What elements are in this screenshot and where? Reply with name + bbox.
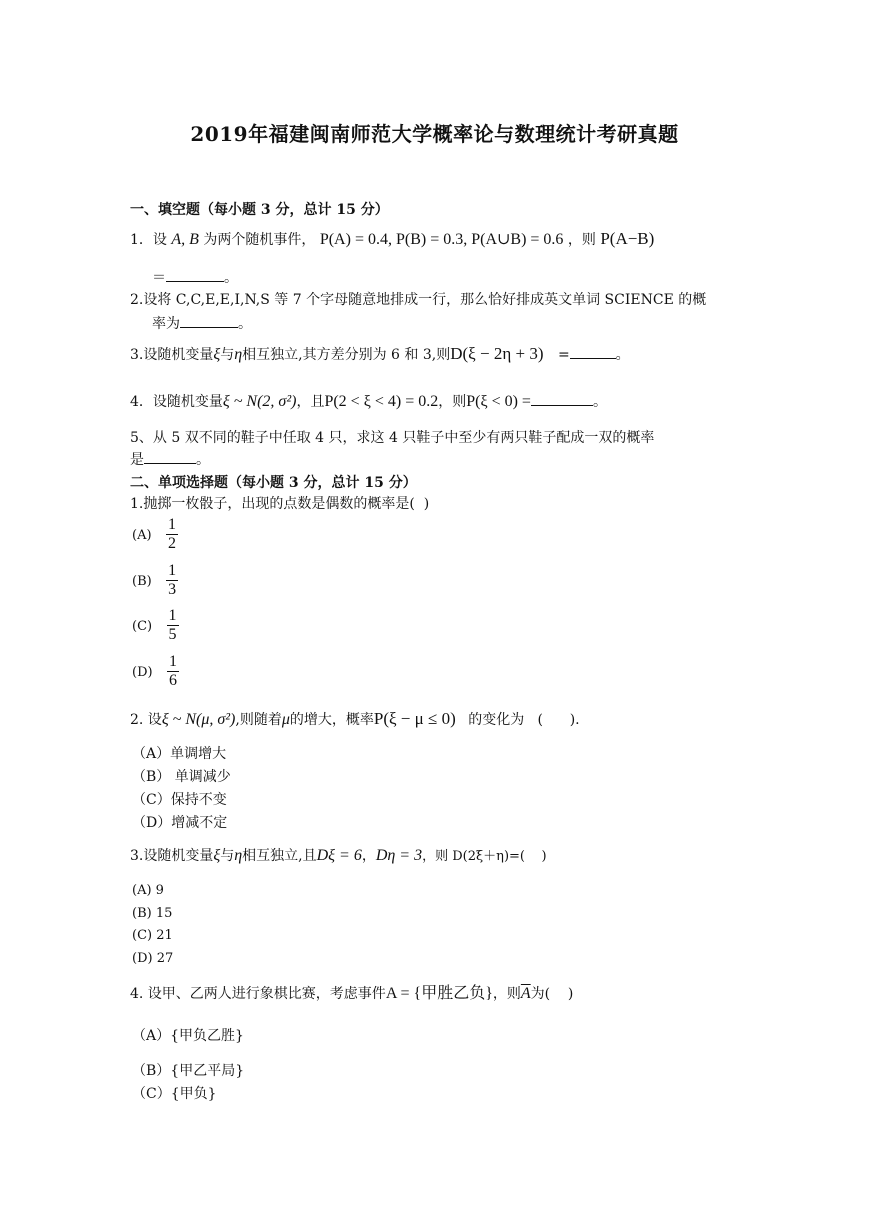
q5-pre: 是: [130, 452, 144, 468]
option-a: [132, 516, 178, 553]
q2-pre: 率为: [152, 316, 180, 332]
page-title: 2019年福建闽南师范大学概率论与数理统计考研真题: [190, 122, 679, 146]
cq4-option-a: （A）{甲负乙胜}: [132, 1028, 244, 1044]
denominator: 5: [168, 626, 177, 643]
q3-mid: 相互独立,其方差分别为 6 和 3,则: [242, 347, 451, 363]
fraction: [166, 562, 178, 599]
cq3-mid: 相互独立,且: [242, 848, 317, 864]
option-label: (A): [132, 527, 152, 543]
q1-formula: P(A) = 0.4, P(B) = 0.3, P(A∪B) = 0.6: [319, 231, 564, 248]
cq3-eta: η: [234, 847, 243, 864]
cq4-end: 为( ): [530, 986, 574, 1002]
q4-then: ，则: [438, 394, 467, 410]
cq2-prob: P(ξ − μ ≤ 0): [373, 709, 456, 728]
cq3-end: ，则 D(2ξ＋η)=( ): [422, 849, 547, 864]
fill-question-5: 5、从 5 双不同的鞋子中任取 4 只，求这 4 只鞋子中至少有两只鞋子配成一双的概率: [130, 430, 655, 446]
cq2-option-b: （B） 单调减少: [132, 769, 231, 785]
section-heading-choice: 二、单项选择题（每小题 3 分，总计 15 分）: [130, 475, 417, 491]
q4-end: 。: [592, 394, 607, 410]
q1-end: 。: [224, 270, 238, 286]
cq2-mu: μ: [281, 711, 290, 728]
cq2-option-c: （C）保持不变: [132, 792, 227, 808]
q4-cond: P(2 < ξ < 4) = 0.2: [324, 393, 439, 410]
fill-question-3: [130, 344, 630, 365]
cq3-d2: Dη = 3: [375, 847, 423, 864]
cq4-event: A = {甲胜乙负}: [385, 985, 493, 1002]
cq4-pre: 4. 设甲、乙两人进行象棋比赛，考虑事件: [130, 986, 386, 1002]
q1-mid: 为两个随机事件，: [203, 232, 316, 248]
fill-question-1-line2: [152, 267, 238, 288]
cq3-option-c: (C) 21: [132, 928, 173, 943]
answer-blank: [180, 313, 238, 328]
answer-blank: [570, 344, 616, 359]
choice-question-3: [130, 846, 547, 867]
denominator: 6: [169, 672, 178, 689]
q4-target: P(ξ < 0) =: [466, 393, 531, 410]
fraction: [167, 653, 179, 690]
q4-dist: ξ ~ N(2, σ²): [222, 393, 297, 410]
cq4-abar: $\overline{A}$: [520, 985, 531, 1002]
cq3-option-a: (A) 9: [132, 883, 164, 898]
cq2-mid: ,则随着: [235, 712, 282, 728]
cq3-option-d: (D) 27: [132, 951, 174, 966]
q3-eq: =: [557, 347, 570, 363]
answer-blank: [144, 449, 196, 464]
cq2-end: 的变化为 ( ).: [468, 712, 580, 728]
q3-pre: 3.设随机变量: [130, 347, 214, 363]
numerator: 1: [168, 607, 177, 624]
fill-question-4: [130, 391, 607, 412]
fill-question-5-line2: [130, 449, 210, 470]
option-b: [132, 562, 178, 599]
cq2-pre: 2. 设: [130, 712, 162, 728]
q1-vars: A, B: [171, 231, 199, 248]
q1-prefix: 1．设: [130, 232, 167, 248]
cq4-option-b: （B）{甲乙平局}: [132, 1063, 245, 1079]
choice-question-2: [130, 709, 580, 730]
q3-eta: η: [234, 346, 243, 363]
cq4-then: ，则: [492, 986, 521, 1002]
denominator: 2: [168, 535, 176, 552]
option-label: (C): [132, 618, 153, 634]
q4-mid: ，且: [296, 394, 325, 410]
q3-with: 与: [220, 347, 235, 363]
cq3-option-b: (B) 15: [132, 906, 173, 921]
cq4-option-c: （C）{甲负}: [132, 1086, 217, 1102]
option-d: [132, 653, 179, 690]
q4-pre: 4．设随机变量: [130, 394, 223, 410]
q3-formula: D(ξ − 2η + 3): [450, 344, 544, 363]
numerator: 1: [168, 562, 177, 579]
q1-then: ，则: [567, 232, 596, 248]
cq2-dist: ξ ~ N(μ, σ²): [161, 711, 236, 728]
cq2-mid2: 的增大，概率: [289, 712, 374, 728]
cq2-option-a: （A）单调增大: [132, 746, 227, 762]
denominator: 3: [168, 581, 177, 598]
fraction: [167, 607, 179, 644]
cq3-xi: ξ: [213, 847, 221, 864]
option-label: (D): [132, 664, 153, 680]
q2-end: 。: [238, 316, 252, 332]
fill-question-2-line2: [152, 313, 252, 334]
cq3-d1: Dξ = 6: [316, 847, 362, 864]
section-heading-fill-in: 一、填空题（每小题 3 分，总计 15 分）: [130, 202, 389, 218]
choice-question-1: 1.抛掷一枚骰子，出现的点数是偶数的概率是( ): [130, 496, 430, 512]
option-c: [132, 607, 179, 644]
choice-question-4: [130, 984, 573, 1004]
q3-xi: ξ: [213, 346, 221, 363]
cq3-comma: ，: [361, 848, 376, 864]
answer-blank: [531, 391, 593, 406]
answer-blank: [166, 267, 224, 282]
q5-end: 。: [196, 452, 210, 468]
q3-end: 。: [615, 347, 630, 363]
fill-question-2: 2.设将 C,C,E,E,I,N,S 等 7 个字母随意地排成一行，那么恰好排成英文单词 SCIENCE 的概: [130, 292, 707, 308]
option-label: (B): [132, 573, 152, 589]
q1-target: P(A−B): [600, 229, 655, 248]
cq2-option-d: （D）增减不定: [132, 815, 228, 831]
q1-eq: ＝: [152, 270, 166, 286]
cq3-pre: 3.设随机变量: [130, 848, 214, 864]
cq3-with: 与: [220, 848, 235, 864]
fraction: [166, 516, 178, 553]
numerator: 1: [168, 516, 176, 533]
fill-question-1: [130, 229, 654, 250]
numerator: 1: [169, 653, 178, 670]
